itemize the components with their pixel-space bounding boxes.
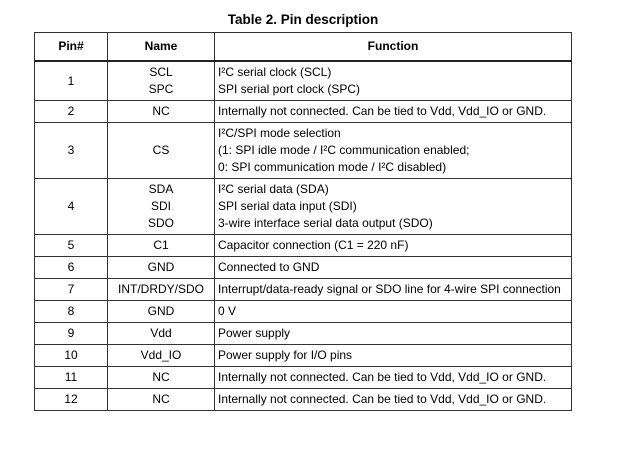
table-row (35, 61, 572, 101)
header-name: Name (108, 33, 215, 62)
name-cell (108, 235, 215, 257)
name-cell-line: CS (152, 143, 170, 157)
function-cell (215, 367, 572, 389)
function-cell-line: SPI serial port clock (SPC) (218, 82, 361, 96)
function-cell (215, 345, 572, 367)
name-cell-line: NC (152, 392, 170, 406)
function-cell-line: Connected to GND (218, 260, 320, 274)
table-row (35, 235, 572, 257)
function-cell-line: I²C serial clock (SCL) (218, 65, 332, 79)
function-cell-line: 0: SPI communication mode / I²C disabled) (218, 160, 447, 174)
function-cell-line: Power supply (218, 326, 291, 340)
table-row (35, 301, 572, 323)
table-row (35, 257, 572, 279)
header-pin: Pin# (35, 33, 108, 62)
name-cell-line: NC (152, 370, 170, 384)
function-cell (215, 323, 572, 345)
pin-cell: 5 (35, 235, 108, 257)
pin-cell: 6 (35, 257, 108, 279)
pin-cell: 10 (35, 345, 108, 367)
table-row (35, 179, 572, 235)
name-cell-line: INT/DRDY/SDO (117, 282, 204, 296)
function-cell (215, 101, 572, 123)
function-cell-line: (1: SPI idle mode / I²C communication enabled; (218, 143, 470, 157)
name-cell-line: SCL (149, 65, 173, 79)
function-cell (215, 235, 572, 257)
name-cell (108, 301, 215, 323)
table-row (35, 389, 572, 411)
pin-cell: 9 (35, 323, 108, 345)
name-cell-line: GND (147, 304, 175, 318)
function-cell (215, 257, 572, 279)
function-cell-line: Internally not connected. Can be tied to Vdd, Vdd_IO or GND. (218, 370, 547, 384)
header-function: Function (215, 33, 572, 62)
pin-cell: 2 (35, 101, 108, 123)
function-cell (215, 179, 572, 235)
pin-cell: 8 (35, 301, 108, 323)
pin-cell: 12 (35, 389, 108, 411)
table-row (35, 279, 572, 301)
name-cell-line: SDO (147, 216, 174, 230)
table-row (35, 123, 572, 179)
name-cell (108, 61, 215, 101)
table-title: Table 2. Pin description (227, 12, 379, 27)
pin-cell: 1 (35, 61, 108, 101)
table-row (35, 323, 572, 345)
name-cell (108, 345, 215, 367)
function-cell (215, 279, 572, 301)
name-cell-line: SDA (148, 182, 174, 196)
name-cell (108, 179, 215, 235)
function-cell-line: I²C/SPI mode selection (218, 126, 341, 140)
name-cell (108, 101, 215, 123)
name-cell (108, 323, 215, 345)
function-cell-line: Internally not connected. Can be tied to Vdd, Vdd_IO or GND. (218, 392, 547, 406)
function-cell-line: I²C serial data (SDA) (218, 182, 329, 196)
name-cell-line: NC (152, 104, 170, 118)
function-cell-line: Interrupt/data-ready signal or SDO line for 4-wire SPI connection (218, 282, 561, 296)
name-cell-line: GND (147, 260, 175, 274)
function-cell-line: Internally not connected. Can be tied to Vdd, Vdd_IO or GND. (218, 104, 547, 118)
table-row (35, 101, 572, 123)
function-cell (215, 301, 572, 323)
function-cell-line: SPI serial data input (SDI) (218, 199, 357, 213)
name-cell-line: Vdd_IO (140, 348, 182, 362)
name-cell (108, 367, 215, 389)
function-cell (215, 389, 572, 411)
function-cell-line: Capacitor connection (C1 = 220 nF) (218, 238, 409, 252)
pin-cell: 7 (35, 279, 108, 301)
function-cell (215, 123, 572, 179)
table-row (35, 367, 572, 389)
function-cell-line: Power supply for I/O pins (218, 348, 353, 362)
pin-description-table (34, 32, 572, 411)
pin-cell: 4 (35, 179, 108, 235)
name-cell-line: SPC (148, 82, 174, 96)
pin-cell: 11 (35, 367, 108, 389)
pin-cell: 3 (35, 123, 108, 179)
name-cell (108, 389, 215, 411)
header-row (35, 33, 572, 62)
name-cell (108, 279, 215, 301)
table-row (35, 345, 572, 367)
function-cell (215, 61, 572, 101)
name-cell-line: SDI (150, 199, 171, 213)
name-cell (108, 257, 215, 279)
name-cell-line: C1 (153, 238, 169, 252)
function-cell-line: 3-wire interface serial data output (SDO) (218, 216, 433, 230)
name-cell (108, 123, 215, 179)
name-cell-line: Vdd (150, 326, 172, 340)
function-cell-line: 0 V (218, 304, 237, 318)
